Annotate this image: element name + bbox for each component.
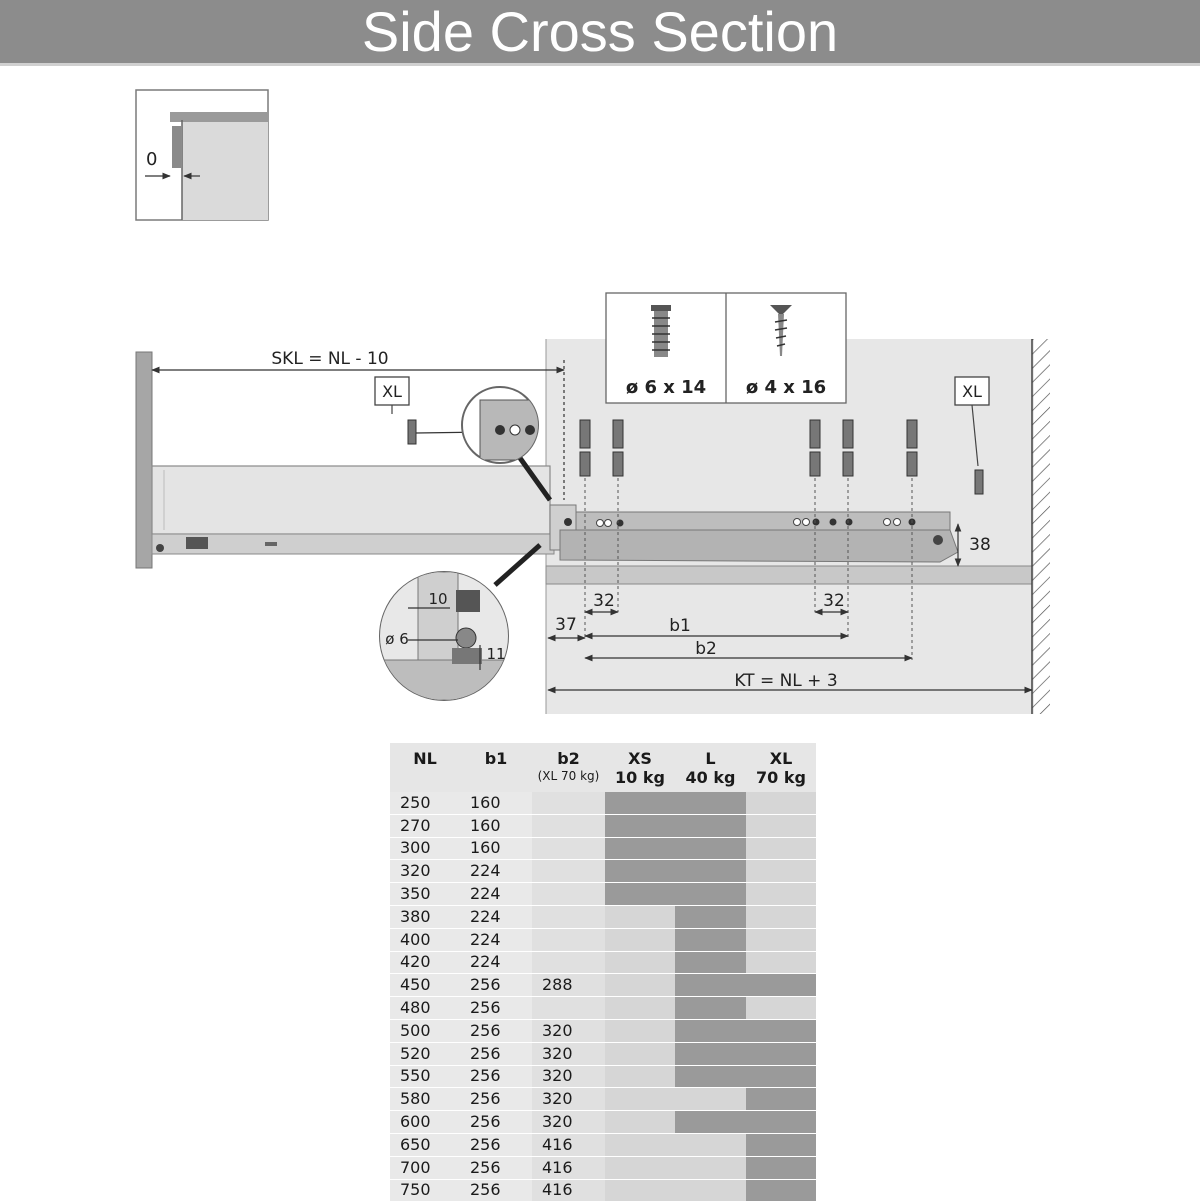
cell-b2 <box>532 814 605 837</box>
cell-xs-availability <box>605 1065 675 1088</box>
b2-label: b2 <box>695 639 717 659</box>
cell-xs-availability <box>605 860 675 883</box>
cell-xl-availability <box>746 883 816 906</box>
cell-b2 <box>532 883 605 906</box>
cell-xl-availability <box>746 1088 816 1111</box>
cell-b2 <box>532 837 605 860</box>
col-header-nl: NL <box>390 743 460 792</box>
cell-xs-availability <box>605 905 675 928</box>
cell-nl: 480 <box>390 997 460 1020</box>
cell-nl: 400 <box>390 928 460 951</box>
cell-b1: 256 <box>460 1019 532 1042</box>
col-header-xl: XL 70 kg <box>746 743 816 792</box>
cell-b1: 224 <box>460 883 532 906</box>
cell-xl-availability <box>746 1111 816 1134</box>
cell-b1: 224 <box>460 928 532 951</box>
cell-xl-availability <box>746 1179 816 1202</box>
cell-xl-availability <box>746 905 816 928</box>
cell-l-availability <box>675 1179 746 1202</box>
cell-nl: 450 <box>390 974 460 997</box>
cell-l-availability <box>675 1156 746 1179</box>
cell-xs-availability <box>605 1111 675 1134</box>
cell-b2: 416 <box>532 1156 605 1179</box>
d10-label: 10 <box>428 590 448 608</box>
wood-screw-label: ø 4 x 16 <box>745 377 827 398</box>
cell-l-availability <box>675 905 746 928</box>
cell-b1: 160 <box>460 814 532 837</box>
cell-b2 <box>532 997 605 1020</box>
cell-xs-availability <box>605 883 675 906</box>
cell-b1: 160 <box>460 837 532 860</box>
table-row <box>390 905 816 928</box>
cell-l-availability <box>675 1111 746 1134</box>
table-row <box>390 860 816 883</box>
table-body <box>390 792 816 1202</box>
cell-nl: 420 <box>390 951 460 974</box>
cell-l-availability <box>675 928 746 951</box>
cell-b2: 288 <box>532 974 605 997</box>
cell-nl: 250 <box>390 792 460 814</box>
cell-l-availability <box>675 997 746 1020</box>
cell-b1: 224 <box>460 860 532 883</box>
cell-xl-availability <box>746 1042 816 1065</box>
cell-b2 <box>532 792 605 814</box>
col-header-b2: b2 (XL 70 kg) <box>532 743 605 792</box>
cell-nl: 380 <box>390 905 460 928</box>
table-row <box>390 974 816 997</box>
cell-b1: 224 <box>460 951 532 974</box>
gap-label: 0 <box>146 149 158 170</box>
magnifier-bottom <box>380 545 540 700</box>
page-title: Side Cross Section <box>361 0 839 63</box>
cell-b2 <box>532 951 605 974</box>
cell-b2 <box>532 928 605 951</box>
cell-nl: 550 <box>390 1065 460 1088</box>
skl-label: SKL = NL - 10 <box>271 349 389 369</box>
table-row <box>390 1019 816 1042</box>
cell-xl-availability <box>746 1133 816 1156</box>
d32-right-label: 32 <box>823 591 845 611</box>
cell-l-availability <box>675 1088 746 1111</box>
table-row <box>390 1111 816 1134</box>
cell-xs-availability <box>605 792 675 814</box>
cell-b2: 320 <box>532 1019 605 1042</box>
cell-xs-availability <box>605 1088 675 1111</box>
cell-b2 <box>532 860 605 883</box>
d38-label: 38 <box>969 535 991 555</box>
cell-b1: 256 <box>460 974 532 997</box>
cell-xl-availability <box>746 951 816 974</box>
cell-xl-availability <box>746 997 816 1020</box>
cell-xl-availability <box>746 1019 816 1042</box>
cell-nl: 270 <box>390 814 460 837</box>
cell-xs-availability <box>605 1179 675 1202</box>
cell-l-availability <box>675 814 746 837</box>
runner-spec-table <box>390 743 816 1202</box>
cell-b2: 320 <box>532 1065 605 1088</box>
cell-b1: 160 <box>460 792 532 814</box>
cell-nl: 500 <box>390 1019 460 1042</box>
cell-l-availability <box>675 792 746 814</box>
table-header-row <box>390 743 816 792</box>
cell-xl-availability <box>746 974 816 997</box>
cell-b1: 256 <box>460 1111 532 1134</box>
cell-b2: 320 <box>532 1111 605 1134</box>
xl-tag-left-label: XL <box>382 382 402 401</box>
table-row <box>390 837 816 860</box>
cell-l-availability <box>675 1065 746 1088</box>
col-header-xs: XS 10 kg <box>605 743 675 792</box>
table-row <box>390 883 816 906</box>
euro-screw-label: ø 6 x 14 <box>625 377 707 398</box>
cell-nl: 350 <box>390 883 460 906</box>
table-row <box>390 951 816 974</box>
cell-l-availability <box>675 1019 746 1042</box>
xl-tag-left <box>375 377 416 444</box>
table-row <box>390 1179 816 1202</box>
cell-nl: 600 <box>390 1111 460 1134</box>
cell-b2: 320 <box>532 1088 605 1111</box>
cell-b2: 416 <box>532 1179 605 1202</box>
cell-b1: 256 <box>460 1042 532 1065</box>
cell-nl: 700 <box>390 1156 460 1179</box>
cell-b1: 256 <box>460 1179 532 1202</box>
cell-xs-availability <box>605 1156 675 1179</box>
table-row <box>390 928 816 951</box>
xl-tag-right-label: XL <box>962 382 982 401</box>
cell-b2 <box>532 905 605 928</box>
cell-b2: 320 <box>532 1042 605 1065</box>
dia6-label: ø 6 <box>385 630 409 648</box>
cell-b1: 256 <box>460 1133 532 1156</box>
cell-xl-availability <box>746 792 816 814</box>
b1-label: b1 <box>669 616 691 636</box>
screw-legend <box>606 293 846 403</box>
d37-label: 37 <box>555 615 577 635</box>
table-row <box>390 1065 816 1088</box>
cell-xl-availability <box>746 1065 816 1088</box>
cell-xl-availability <box>746 928 816 951</box>
cell-nl: 580 <box>390 1088 460 1111</box>
cell-b1: 256 <box>460 1156 532 1179</box>
cell-xs-availability <box>605 837 675 860</box>
cell-l-availability <box>675 1042 746 1065</box>
cell-l-availability <box>675 951 746 974</box>
runner-slide <box>560 512 958 562</box>
d32-left-label: 32 <box>593 591 615 611</box>
cell-xl-availability <box>746 814 816 837</box>
d11-label: 11 <box>486 645 506 663</box>
cell-l-availability <box>675 1133 746 1156</box>
cell-b1: 256 <box>460 1088 532 1111</box>
euro-screw-icon <box>651 305 671 357</box>
cell-xs-availability <box>605 951 675 974</box>
cell-l-availability <box>675 974 746 997</box>
cell-b1: 256 <box>460 1065 532 1088</box>
table-row <box>390 997 816 1020</box>
col-header-l: L 40 kg <box>675 743 746 792</box>
cell-nl: 520 <box>390 1042 460 1065</box>
front-gap-detail <box>136 90 268 220</box>
table-row <box>390 1042 816 1065</box>
table-row <box>390 814 816 837</box>
cell-xl-availability <box>746 860 816 883</box>
cell-xs-availability <box>605 1042 675 1065</box>
table-row <box>390 792 816 814</box>
cell-xs-availability <box>605 1019 675 1042</box>
cell-nl: 320 <box>390 860 460 883</box>
table-row <box>390 1133 816 1156</box>
cell-nl: 750 <box>390 1179 460 1202</box>
table-row <box>390 1156 816 1179</box>
kt-label: KT = NL + 3 <box>734 671 838 691</box>
cell-xl-availability <box>746 837 816 860</box>
cell-xs-availability <box>605 997 675 1020</box>
cell-xs-availability <box>605 974 675 997</box>
cell-xs-availability <box>605 814 675 837</box>
cell-l-availability <box>675 837 746 860</box>
cell-b1: 256 <box>460 997 532 1020</box>
cell-b2: 416 <box>532 1133 605 1156</box>
table-row <box>390 1088 816 1111</box>
cell-nl: 300 <box>390 837 460 860</box>
col-header-b1: b1 <box>460 743 532 792</box>
cell-xl-availability <box>746 1156 816 1179</box>
cell-nl: 650 <box>390 1133 460 1156</box>
cell-xs-availability <box>605 1133 675 1156</box>
cell-b1: 224 <box>460 905 532 928</box>
cell-xs-availability <box>605 928 675 951</box>
cell-l-availability <box>675 883 746 906</box>
cell-l-availability <box>675 860 746 883</box>
